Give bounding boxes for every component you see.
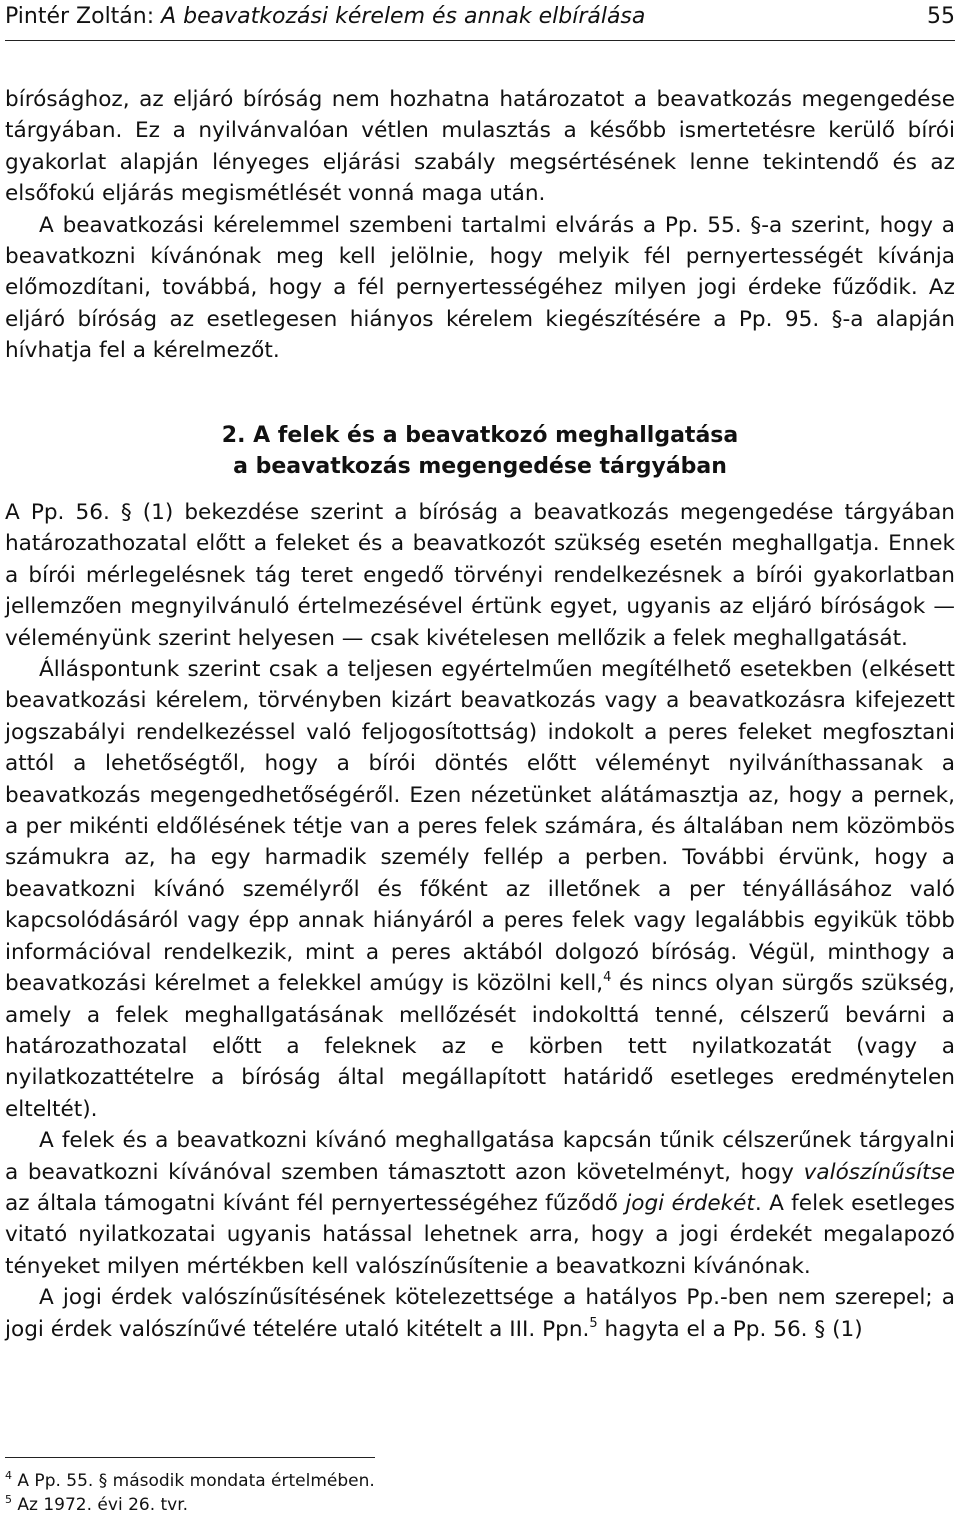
section-heading-line: 2. A felek és a beavatkozó meghallgatása	[221, 423, 739, 448]
footnote-reference[interactable]: 4	[603, 970, 612, 986]
body-text	[5, 84, 955, 367]
body-text	[5, 497, 955, 1345]
footnote-separator	[5, 1457, 375, 1458]
paragraph: A Pp. 56. § (1) bekezdése szerint a bíróság a beavatkozás megengedése tárgyában határozathozatal előtt a feleket és a beavatkozót szükség esetén meghallgatja. Ennek a bírói mérlegelésnek tág teret engedő törvényi rendelkezésnek a bírói gyakorlatban jellemzően megnyilvánuló értelmezésével értünk egyet, ugyanis az eljáró bíróságok — véleményünk szerint helyesen — csak kivételesen mellőzik a felek meghallgatását.	[5, 500, 955, 651]
footnote-text: Az 1972. évi 26. tvr.	[12, 1495, 189, 1515]
section-heading	[0, 420, 960, 482]
paragraph	[5, 1282, 955, 1345]
footnote	[5, 1470, 375, 1492]
footnote-reference[interactable]: 5	[589, 1315, 598, 1331]
header-author: Pintér Zoltán:	[5, 4, 162, 29]
paragraph-text: . A felek esetleges vitató nyilatkozatai ugyanis hatással lehetnek arra, hogy a jogi érdekét megalapozó tényeket milyen mértékben kell valószínűsítenie a beavatkozni kívánónak.	[5, 1190, 955, 1279]
paragraph: bírósághoz, az eljáró bíróság nem hozhatna határozatot a beavatkozás megengedése tárgyában. Ez a nyilvánvalóan vétlen mulasztás a később ismertetésre kerülő bírói gyakorlat alapján lényeges eljárási szabály megsértésének lenne tekintendő és az elsőfokú eljárás megismétlését vonná maga után.	[5, 87, 955, 207]
paragraph	[5, 1125, 955, 1282]
paragraph	[5, 654, 955, 1125]
paragraph-text: az általa támogatni kívánt fél pernyertességéhez fűződő	[5, 1190, 626, 1216]
paragraph-text: Álláspontunk szerint csak a teljesen egyértelműen megítélhető esetekben (elkésett beavatkozási kérelem, törvényben kizárt beavatkozás vagy a beavatkozásra kifejezett jogszabályi rendelkezéssel való feljogosítottság) indokolt a peres feleket megfosztani attól a lehetőségtől, hogy a bírói döntés előtt véleményt nyilváníthassanak a beavatkozás megengedhetőségéről. Ezen nézetünket alátámasztja az, hogy a pernek, a per mikénti eldőlésének tétje van a peres felek számára, és általában nem közömbös számukra az, ha egy harmadik személy fellép a perben. További érvünk, hogy a beavatkozni kívánó személyről és főként az illetőnek a per tényállásához való kapcsolódásáról vagy épp annak hiányáról a peres felek vagy legalábbis egyikük több információval rendelkezik, mint a peres aktából dolgozó bíróság. Végül, minthogy a beavatkozási kérelmet a felekkel amúgy is közölni kell,	[5, 657, 955, 997]
emphasis: jogi érdekét	[625, 1190, 755, 1216]
page-number: 55	[927, 4, 955, 29]
header-title	[5, 2, 645, 32]
emphasis: valószínűsítse	[803, 1159, 955, 1185]
paragraph-text: hagyta el a Pp. 56. § (1)	[597, 1316, 863, 1342]
header-article-title: A beavatkozási kérelem és annak elbírálása	[161, 4, 646, 29]
paragraph-text: A felek és a beavatkozni kívánó meghallgatása kapcsán tűnik célszerűnek tárgyalni a beavatkozni kívánóval szemben támasztott azon követelményt, hogy	[5, 1128, 955, 1185]
paragraph-text: A jogi érdek valószínűsítésének kötelezettsége a hatályos Pp.-ben nem szerepel; a jogi érdek valószínűvé tételére utaló kitételt a III. Ppn.	[5, 1285, 955, 1342]
section-heading-line: a beavatkozás megengedése tárgyában	[233, 454, 727, 479]
running-header	[5, 0, 955, 41]
footnote-mark: 4	[5, 1469, 12, 1482]
paragraph: A beavatkozási kérelemmel szembeni tartalmi elvárás a Pp. 55. §-a szerint, hogy a beavatkozni kívánónak meg kell jelölnie, hogy melyik fél pernyertességét kívánja előmozdítani, továbbá, hogy a fél pernyertességéhez milyen jogi érdeke fűződik. Az eljáró bíróság az esetlegesen hiányos kérelem kiegészítésére a Pp. 95. §-a alapján hívhatja fel a kérelmezőt.	[5, 212, 955, 364]
footnote	[5, 1494, 188, 1516]
footnote-mark: 5	[5, 1493, 12, 1506]
footnote-text: A Pp. 55. § második mondata értelmében.	[12, 1471, 375, 1491]
paragraph-text: és nincs olyan sürgős szükség, amely a felek meghallgatásának mellőzését indokolttá tenné, célszerű bevárni a határozathozatal előtt a feleknek az e körben tett nyilatkozatát (vagy a nyilatkozattételre a bíróság által megállapított határidő esetleges eredménytelen elteltét).	[5, 971, 955, 1122]
